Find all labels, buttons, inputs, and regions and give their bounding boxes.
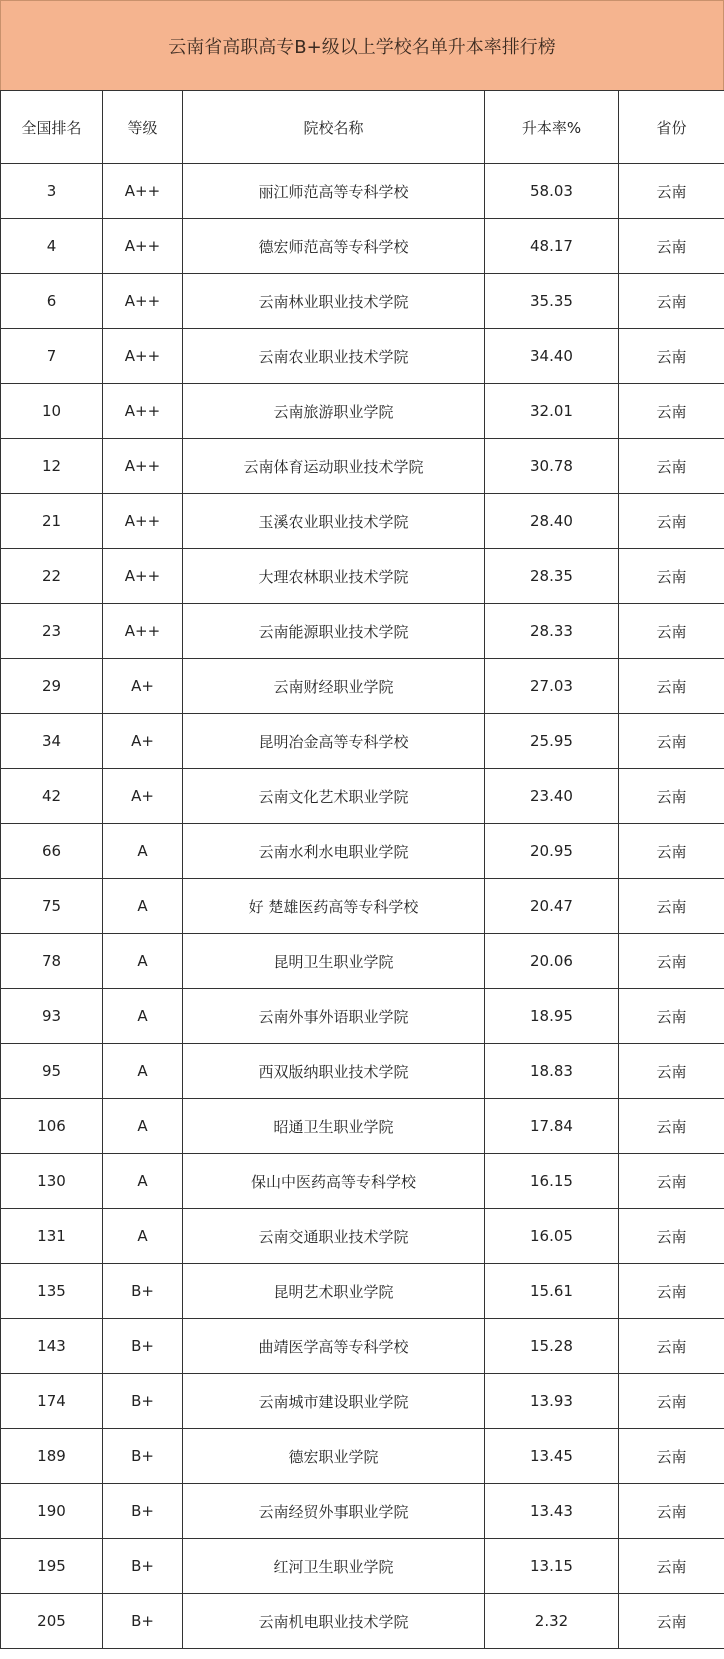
table-row <box>1 879 724 934</box>
cell-rate: 35.35 <box>485 274 619 329</box>
cell-school-name: 好 楚雄医药高等专科学校 <box>183 879 485 934</box>
cell-province: 云南 <box>619 1539 724 1594</box>
cell-rate: 25.95 <box>485 714 619 769</box>
cell-school-name: 大理农林职业技术学院 <box>183 549 485 604</box>
cell-province: 云南 <box>619 714 724 769</box>
cell-province: 云南 <box>619 769 724 824</box>
cell-rank: 93 <box>1 989 103 1044</box>
cell-school-name: 云南经贸外事职业学院 <box>183 1484 485 1539</box>
table-row <box>1 989 724 1044</box>
cell-school-name: 昆明艺术职业学院 <box>183 1264 485 1319</box>
table-row <box>1 1429 724 1484</box>
table-row <box>1 1594 724 1649</box>
cell-province: 云南 <box>619 879 724 934</box>
cell-rate: 16.05 <box>485 1209 619 1264</box>
cell-school-name: 保山中医药高等专科学校 <box>183 1154 485 1209</box>
cell-rate: 28.33 <box>485 604 619 659</box>
cell-province: 云南 <box>619 1154 724 1209</box>
cell-province: 云南 <box>619 1319 724 1374</box>
table-row <box>1 274 724 329</box>
cell-level: A++ <box>103 494 183 549</box>
table-row <box>1 494 724 549</box>
cell-rank: 174 <box>1 1374 103 1429</box>
cell-province: 云南 <box>619 1099 724 1154</box>
cell-rank: 95 <box>1 1044 103 1099</box>
cell-rank: 10 <box>1 384 103 439</box>
cell-level: A <box>103 934 183 989</box>
cell-rank: 78 <box>1 934 103 989</box>
header-school-name: 院校名称 <box>183 91 485 164</box>
cell-province: 云南 <box>619 934 724 989</box>
cell-level: A <box>103 1044 183 1099</box>
cell-school-name: 丽江师范高等专科学校 <box>183 164 485 219</box>
cell-rate: 20.47 <box>485 879 619 934</box>
cell-school-name: 云南旅游职业学院 <box>183 384 485 439</box>
cell-level: A+ <box>103 769 183 824</box>
cell-rate: 23.40 <box>485 769 619 824</box>
table-row <box>1 1154 724 1209</box>
cell-rank: 22 <box>1 549 103 604</box>
table-row <box>1 384 724 439</box>
cell-rate: 15.61 <box>485 1264 619 1319</box>
cell-rate: 13.45 <box>485 1429 619 1484</box>
cell-province: 云南 <box>619 1429 724 1484</box>
cell-rate: 34.40 <box>485 329 619 384</box>
cell-rank: 42 <box>1 769 103 824</box>
cell-level: B+ <box>103 1264 183 1319</box>
cell-level: A++ <box>103 549 183 604</box>
cell-rank: 23 <box>1 604 103 659</box>
table-row <box>1 329 724 384</box>
table-body <box>1 164 724 1649</box>
table-row <box>1 1209 724 1264</box>
cell-level: A++ <box>103 329 183 384</box>
cell-rank: 66 <box>1 824 103 879</box>
table-row <box>1 604 724 659</box>
cell-school-name: 云南文化艺术职业学院 <box>183 769 485 824</box>
cell-level: B+ <box>103 1319 183 1374</box>
cell-rank: 34 <box>1 714 103 769</box>
cell-school-name: 云南外事外语职业学院 <box>183 989 485 1044</box>
cell-rate: 28.35 <box>485 549 619 604</box>
table-row <box>1 439 724 494</box>
cell-school-name: 云南机电职业技术学院 <box>183 1594 485 1649</box>
table-row <box>1 714 724 769</box>
cell-level: A++ <box>103 219 183 274</box>
cell-school-name: 昆明冶金高等专科学校 <box>183 714 485 769</box>
cell-school-name: 曲靖医学高等专科学校 <box>183 1319 485 1374</box>
cell-rank: 75 <box>1 879 103 934</box>
table-row <box>1 1264 724 1319</box>
cell-level: A+ <box>103 659 183 714</box>
cell-province: 云南 <box>619 274 724 329</box>
cell-rank: 195 <box>1 1539 103 1594</box>
cell-rate: 27.03 <box>485 659 619 714</box>
cell-rank: 4 <box>1 219 103 274</box>
cell-province: 云南 <box>619 1484 724 1539</box>
cell-level: A++ <box>103 439 183 494</box>
cell-province: 云南 <box>619 549 724 604</box>
cell-province: 云南 <box>619 989 724 1044</box>
cell-rank: 205 <box>1 1594 103 1649</box>
cell-province: 云南 <box>619 439 724 494</box>
table-row <box>1 824 724 879</box>
header-level: 等级 <box>103 91 183 164</box>
cell-level: B+ <box>103 1484 183 1539</box>
cell-province: 云南 <box>619 384 724 439</box>
cell-rank: 106 <box>1 1099 103 1154</box>
cell-level: A+ <box>103 714 183 769</box>
cell-rank: 29 <box>1 659 103 714</box>
header-province: 省份 <box>619 91 724 164</box>
table-row <box>1 1484 724 1539</box>
cell-rank: 131 <box>1 1209 103 1264</box>
header-rate: 升本率% <box>485 91 619 164</box>
cell-rate: 13.15 <box>485 1539 619 1594</box>
cell-level: A++ <box>103 604 183 659</box>
table-row <box>1 659 724 714</box>
page-title: 云南省高职高专B+级以上学校名单升本率排行榜 <box>0 0 724 91</box>
cell-rank: 135 <box>1 1264 103 1319</box>
table-row <box>1 164 724 219</box>
cell-rank: 7 <box>1 329 103 384</box>
cell-level: A <box>103 1099 183 1154</box>
ranking-table <box>0 90 724 1649</box>
cell-level: A <box>103 1209 183 1264</box>
cell-rate: 15.28 <box>485 1319 619 1374</box>
cell-province: 云南 <box>619 219 724 274</box>
cell-province: 云南 <box>619 164 724 219</box>
cell-rate: 17.84 <box>485 1099 619 1154</box>
cell-rate: 20.06 <box>485 934 619 989</box>
cell-level: B+ <box>103 1539 183 1594</box>
cell-school-name: 云南能源职业技术学院 <box>183 604 485 659</box>
cell-province: 云南 <box>619 824 724 879</box>
cell-province: 云南 <box>619 1044 724 1099</box>
cell-rate: 48.17 <box>485 219 619 274</box>
cell-school-name: 云南农业职业技术学院 <box>183 329 485 384</box>
cell-school-name: 玉溪农业职业技术学院 <box>183 494 485 549</box>
cell-province: 云南 <box>619 1594 724 1649</box>
cell-school-name: 德宏职业学院 <box>183 1429 485 1484</box>
cell-school-name: 云南交通职业技术学院 <box>183 1209 485 1264</box>
cell-school-name: 云南城市建设职业学院 <box>183 1374 485 1429</box>
cell-rate: 16.15 <box>485 1154 619 1209</box>
cell-level: B+ <box>103 1594 183 1649</box>
cell-level: A <box>103 879 183 934</box>
cell-level: A++ <box>103 274 183 329</box>
table-row <box>1 1319 724 1374</box>
cell-province: 云南 <box>619 1374 724 1429</box>
cell-level: B+ <box>103 1374 183 1429</box>
cell-school-name: 西双版纳职业技术学院 <box>183 1044 485 1099</box>
cell-province: 云南 <box>619 604 724 659</box>
cell-province: 云南 <box>619 1264 724 1319</box>
cell-school-name: 云南财经职业学院 <box>183 659 485 714</box>
table-header-row <box>1 91 724 164</box>
cell-rate: 13.43 <box>485 1484 619 1539</box>
cell-rank: 189 <box>1 1429 103 1484</box>
cell-rate: 2.32 <box>485 1594 619 1649</box>
cell-rank: 190 <box>1 1484 103 1539</box>
table-row <box>1 1044 724 1099</box>
cell-school-name: 昆明卫生职业学院 <box>183 934 485 989</box>
cell-rate: 28.40 <box>485 494 619 549</box>
table-row <box>1 934 724 989</box>
cell-province: 云南 <box>619 659 724 714</box>
cell-level: A <box>103 989 183 1044</box>
cell-rank: 3 <box>1 164 103 219</box>
cell-rate: 18.95 <box>485 989 619 1044</box>
cell-school-name: 德宏师范高等专科学校 <box>183 219 485 274</box>
cell-rate: 58.03 <box>485 164 619 219</box>
cell-rate: 18.83 <box>485 1044 619 1099</box>
cell-province: 云南 <box>619 329 724 384</box>
cell-school-name: 云南水利水电职业学院 <box>183 824 485 879</box>
cell-level: A <box>103 1154 183 1209</box>
cell-rate: 20.95 <box>485 824 619 879</box>
table-row <box>1 769 724 824</box>
cell-level: A++ <box>103 384 183 439</box>
cell-level: B+ <box>103 1429 183 1484</box>
table-row <box>1 549 724 604</box>
cell-level: A <box>103 824 183 879</box>
cell-school-name: 云南林业职业技术学院 <box>183 274 485 329</box>
cell-rank: 21 <box>1 494 103 549</box>
cell-school-name: 红河卫生职业学院 <box>183 1539 485 1594</box>
cell-rank: 130 <box>1 1154 103 1209</box>
table-row <box>1 1099 724 1154</box>
cell-rank: 143 <box>1 1319 103 1374</box>
cell-school-name: 云南体育运动职业技术学院 <box>183 439 485 494</box>
table-row <box>1 1374 724 1429</box>
cell-rank: 12 <box>1 439 103 494</box>
table-row <box>1 219 724 274</box>
cell-province: 云南 <box>619 494 724 549</box>
cell-rank: 6 <box>1 274 103 329</box>
cell-rate: 30.78 <box>485 439 619 494</box>
cell-province: 云南 <box>619 1209 724 1264</box>
cell-rate: 13.93 <box>485 1374 619 1429</box>
cell-level: A++ <box>103 164 183 219</box>
cell-school-name: 昭通卫生职业学院 <box>183 1099 485 1154</box>
header-rank: 全国排名 <box>1 91 103 164</box>
cell-rate: 32.01 <box>485 384 619 439</box>
table-row <box>1 1539 724 1594</box>
